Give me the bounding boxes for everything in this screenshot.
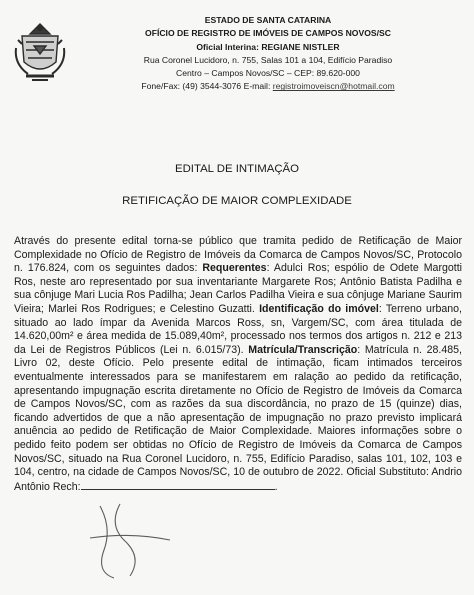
contact-prefix: Fone/Fax: (49) 3544-3076 E-mail: <box>141 81 273 92</box>
state-name: ESTADO DE SANTA CATARINA <box>204 15 332 25</box>
notice-title: EDITAL DE INTIMAÇÃO <box>174 163 300 175</box>
email-link[interactable]: registroimoveiscn@hotmail.com <box>272 81 395 92</box>
matricula-text: : Matrícula n. 28.485, Livro 02, deste Ofício. Pelo presente edital de intimação, ficam intimados terceiros eventualmente interessados para se manifestarem em ralação ao pedido da retificação, apresentando impugnação escrita diretamente no Ofício de Registro de Imóveis da Comarca de Campos Novos/SC, com as razões da sua discordância, no prazo de 15 (quinze) dias, ficando advertidos de que a não apresentação de impugnação no prazo previsto implicará anuência ao pedido de Retificação de Maior Complexidade. Maiores informações sobre o pedido feito podem ser obtidas no Ofício de Registro de Imóveis da Comarca de Campos Novos/SC, situado na Rua Coronel Lucidoro, n. 755, Edifício Paradiso, salas 101, 102, 103 e 104, centro, na cidade de Campos Novos/SC, 10 de outubro de 2022. Oficial Substituto: Andrio Antônio Rech: <box>14 343 462 493</box>
contact-line <box>72 80 464 93</box>
requerentes-label: Requerentes <box>202 262 267 275</box>
notice-body <box>14 235 462 494</box>
letterhead-text <box>72 14 464 94</box>
signature-line <box>81 480 275 490</box>
imovel-label: Identificação do imóvel <box>259 302 379 315</box>
signature-scribble <box>30 498 230 583</box>
requerentes-text: : Adulci Ros; espólio de Odete Margotti Ros, neste aro representado por sua inventariante Margarete Ros; Antônio Batista Padilha e sua cônjuge Mari Lucia Ros Padilha; Jean Carlos Padilha Vieira e sua cônjuge Mariane Saurim Vieira; Marlei Ros Rodrigues; e Celestino Guzatti. <box>14 262 463 315</box>
address-line-2: Centro – Campos Novos/SC – CEP: 89.620-000 <box>176 68 360 79</box>
state-coat-of-arms-icon <box>12 18 68 86</box>
imovel-text: : Terreno urbano, situado ao lado ímpar da Avenida Marcos Ross, sn, Vargem/SC, com área titulada de 14.620,00m² e área medida de 15.089,40m², processado nos termos dos artigos n. 212 e 213 da Lei de Registros Públicos (Lei n. 6.015/73). <box>14 302 462 356</box>
end-mark: . <box>274 480 278 493</box>
intro-text: Através do presente edital torna-se público que tramita pedido de Retificação de Maior Complexidade no Ofício de Registro de Imóveis da Comarca de Campos Novos/SC, Protocolo n. 176.824, com os seguintes dados: <box>14 235 462 275</box>
letterhead <box>0 14 474 110</box>
notice-subtitle: RETIFICAÇÃO DE MAIOR COMPLEXIDADE <box>122 195 352 207</box>
office-name: OFÍCIO DE REGISTRO DE IMÓVEIS DE CAMPOS NOVOS/SC <box>145 28 391 39</box>
matricula-label: Matrícula/Transcrição <box>248 343 358 356</box>
address-line-1: Rua Coronel Lucidoro, n. 755, Salas 101 a 104, Edifício Paradiso <box>143 54 393 65</box>
official-name: Oficial Interina: REGIANE NISTLER <box>196 41 340 52</box>
